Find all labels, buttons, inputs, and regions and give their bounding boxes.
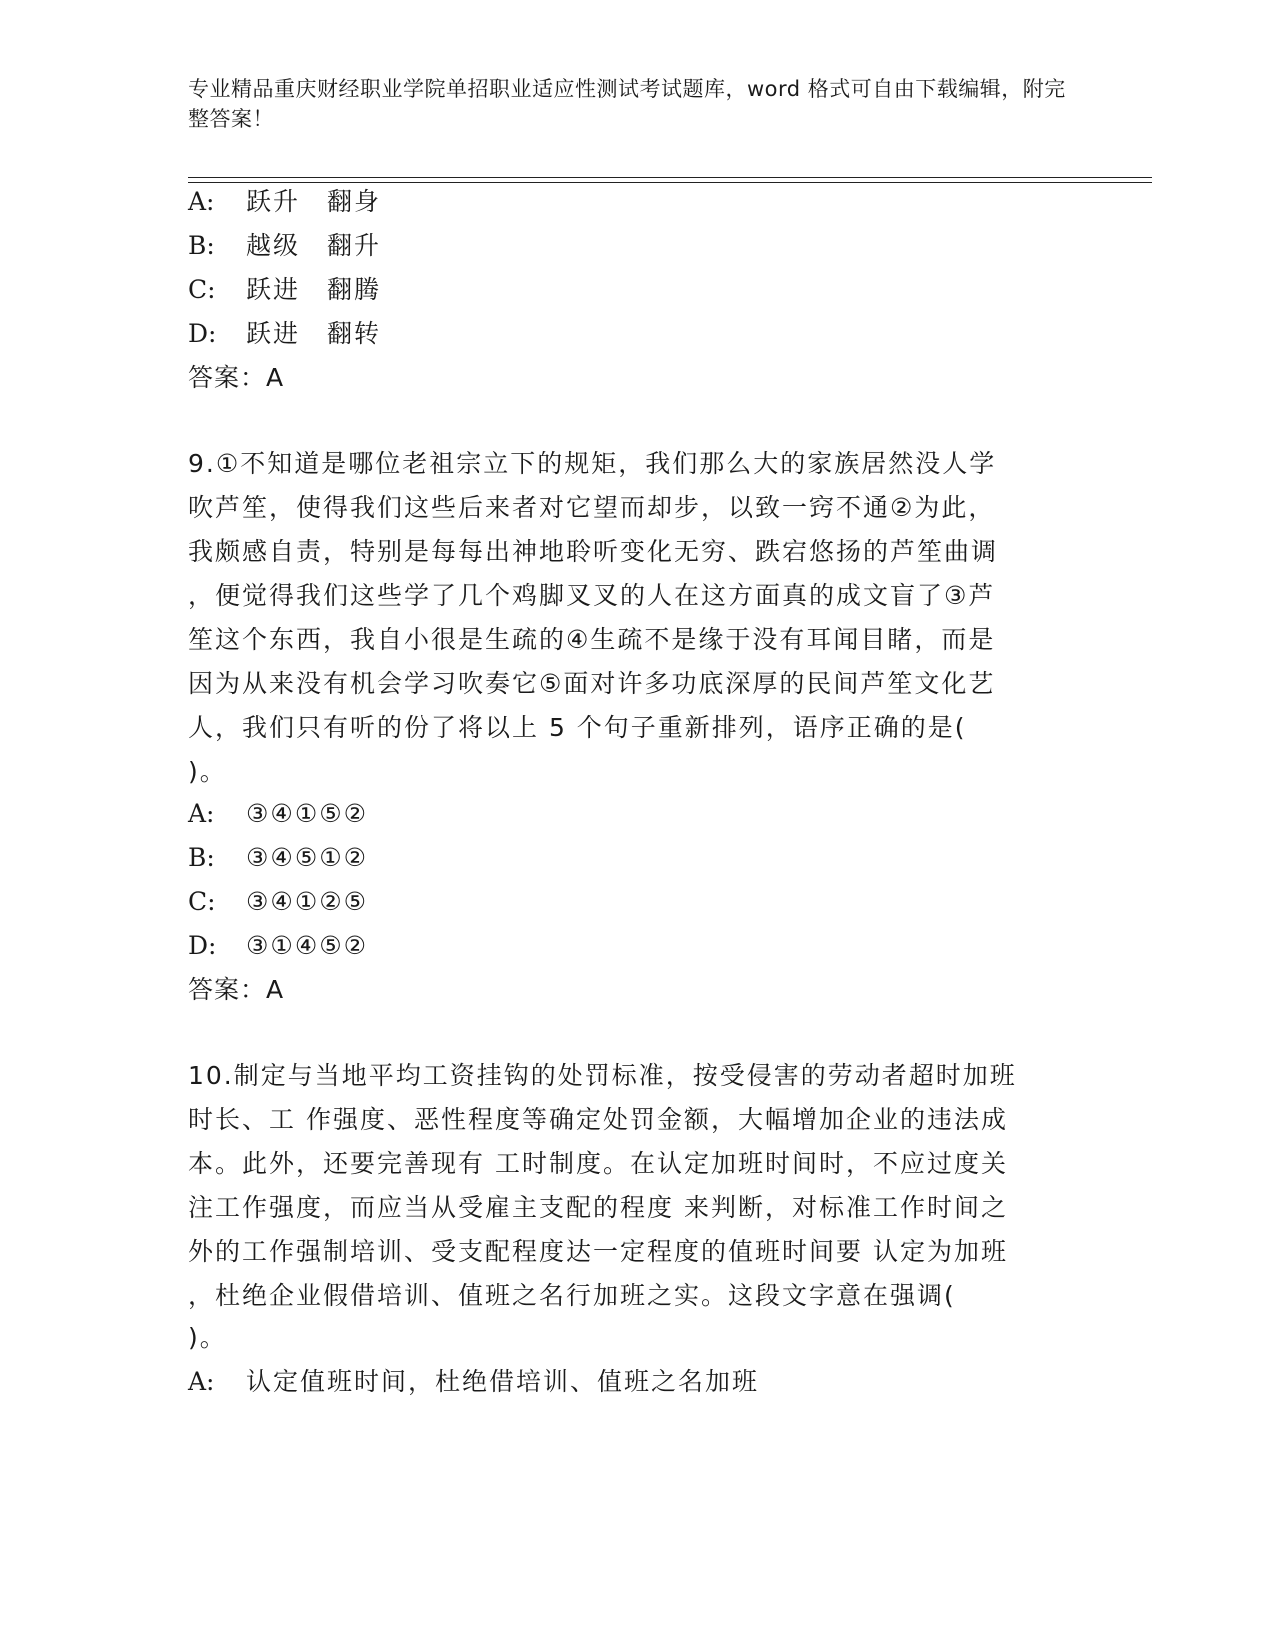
q8-option-c <box>188 274 381 306</box>
q9-option-b-label: B: <box>188 843 215 872</box>
q10-option-a-label: A: <box>188 1367 215 1396</box>
q8-option-d <box>188 318 381 350</box>
q10-line: 10.制定与当地平均工资挂钩的处罚标准，按受侵害的劳动者超时加班 <box>188 1061 1017 1090</box>
q9-answer: 答案：A <box>188 975 285 1004</box>
q9-line: 吹芦笙，使得我们这些后来者对它望而却步，以致一窍不通②为此， <box>188 493 996 522</box>
q9-line: 笙这个东西，我自小很是生疏的④生疏不是缘于没有耳闻目睹，而是 <box>188 625 996 654</box>
q9-option-c <box>188 886 368 918</box>
q9-option-a <box>188 798 368 830</box>
q9-line: 因为从来没有机会学习吹奏它⑤面对许多功底深厚的民间芦笙文化艺 <box>188 669 996 698</box>
q9-option-b-text: ③④⑤①② <box>246 843 369 872</box>
q10-option-a <box>188 1366 759 1398</box>
q8-option-b-label: B: <box>188 231 215 260</box>
q8-option-a-label: A: <box>188 187 215 216</box>
header-divider-top <box>188 177 1152 178</box>
q10-option-a-text: 认定值班时间，杜绝借培训、值班之名加班 <box>246 1367 760 1396</box>
q9-option-d-text: ③①④⑤② <box>246 931 369 960</box>
q8-option-d-text: 跃进 翻转 <box>246 319 382 348</box>
q9-option-d-label: D: <box>188 931 217 960</box>
q8-option-b <box>188 230 381 262</box>
header-divider-bottom <box>188 182 1152 183</box>
q10-line: 外的工作强制培训、受支配程度达一定程度的值班时间要 认定为加班 <box>188 1237 1008 1266</box>
q8-option-b-text: 越级 翻升 <box>246 231 382 260</box>
q8-option-d-label: D: <box>188 319 217 348</box>
q8-option-c-text: 跃进 翻腾 <box>246 275 382 304</box>
page-header: 专业精品重庆财经职业学院单招职业适应性测试考试题库，word 格式可自由下载编辑，附完整答案！ <box>188 77 1066 131</box>
q8-option-a <box>188 186 381 218</box>
q9-option-d <box>188 930 368 962</box>
q10-line: 本。此外，还要完善现有 工时制度。在认定加班时间时，不应过度关 <box>188 1149 1008 1178</box>
q8-option-a-text: 跃升 翻身 <box>246 187 382 216</box>
q10-line: 时长、工 作强度、恶性程度等确定处罚金额，大幅增加企业的违法成 <box>188 1105 1008 1134</box>
q10-line: )。 <box>188 1323 227 1352</box>
q9-line: 9.①不知道是哪位老祖宗立下的规矩，我们那么大的家族居然没人学 <box>188 449 997 478</box>
q9-line: 我颇感自责，特别是每每出神地聆听变化无穷、跌宕悠扬的芦笙曲调 <box>188 537 999 566</box>
q9-option-c-text: ③④①②⑤ <box>246 887 369 916</box>
q8-option-c-label: C: <box>188 275 216 304</box>
q9-option-b <box>188 842 368 874</box>
q9-line: ，便觉得我们这些学了几个鸡脚叉叉的人在这方面真的成文盲了③芦 <box>188 581 996 610</box>
q9-line: 人，我们只有听的份了将以上 5 个句子重新排列，语序正确的是( <box>188 713 967 742</box>
q8-answer: 答案：A <box>188 363 285 392</box>
q10-line: 注工作强度，而应当从受雇主支配的程度 来判断，对标准工作时间之 <box>188 1193 1008 1222</box>
q9-option-c-label: C: <box>188 887 216 916</box>
q9-option-a-label: A: <box>188 799 215 828</box>
q9-option-a-text: ③④①⑤② <box>246 799 369 828</box>
q10-line: ，杜绝企业假借培训、值班之名行加班之实。这段文字意在强调( <box>188 1281 956 1310</box>
q9-line: )。 <box>188 757 227 786</box>
